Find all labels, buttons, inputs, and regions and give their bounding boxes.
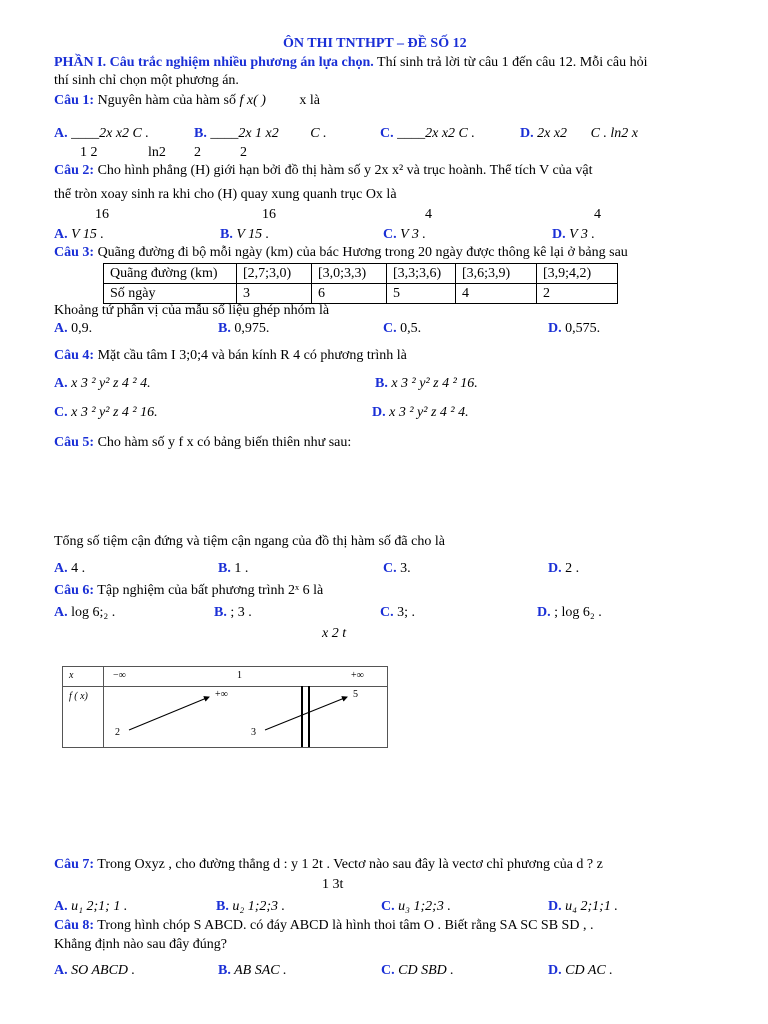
q8-option-b[interactable] — [218, 963, 287, 979]
q1-label: Câu 1: — [54, 93, 95, 108]
option-letter: B. — [218, 561, 231, 576]
q7-stem — [54, 857, 603, 873]
option-letter: C. — [54, 405, 68, 420]
option-letter: D. — [548, 561, 562, 576]
table-row — [104, 264, 618, 284]
q5-stem — [54, 435, 351, 451]
q4-stem — [54, 348, 407, 364]
table-cell: Số ngày — [104, 284, 237, 304]
option-letter: C. — [383, 321, 397, 336]
q3-stem — [54, 245, 628, 261]
q3-option-b[interactable] — [218, 321, 269, 337]
option-text: 3. — [396, 561, 411, 576]
option-text: ____2x 1 x2 — [210, 126, 279, 141]
option-letter: A. — [54, 126, 68, 141]
q7-option-d[interactable] — [548, 899, 618, 915]
q3-question: Khoảng tứ phân vị của mẫu số liệu ghép nhóm là — [54, 303, 330, 318]
bbt-value-pos-inf: +∞ — [215, 689, 228, 700]
option-letter: D. — [548, 899, 562, 914]
bbt-one: 1 — [237, 670, 242, 681]
q2-line2: thể tròn xoay sinh ra khi cho (H) quay xung quanh trục Ox là — [54, 187, 397, 202]
option-letter: B. — [375, 376, 388, 391]
q4-option-a[interactable] — [54, 376, 151, 392]
bbt-fx-label: f ( x) — [69, 691, 88, 702]
q6-stem — [54, 583, 323, 599]
q3-text: Quãng đường đi bộ mỗi ngày (km) của bác Hương trong 20 ngày được thông kê lại ở bảng sau — [94, 245, 628, 260]
q2-b-num: 16 — [262, 207, 276, 222]
q1-stem-text: Nguyên hàm của hàm số — [94, 93, 240, 108]
bbt-x-label: x — [69, 670, 74, 681]
option-text: u₃ 1;2;3 . — [394, 899, 451, 914]
option-letter: A. — [54, 605, 68, 620]
q1-option-b[interactable] — [194, 126, 327, 142]
q1-option-c[interactable] — [380, 126, 475, 142]
table-cell: 4 — [456, 284, 537, 304]
option-letter: B. — [218, 963, 231, 978]
q2-a-num: 16 — [95, 207, 109, 222]
option-letter: C. — [381, 963, 395, 978]
q5-text: Cho hàm số y f x có bảng biến thiên như sau: — [94, 435, 352, 450]
table-row — [104, 284, 618, 304]
q7-text: Trong Oxyz , cho đường thẳng d : y 1 2t . Vectơ nào sau đây là vectơ chỉ phương của d ? z — [94, 857, 603, 872]
bbt-value-five: 5 — [353, 689, 358, 700]
option-letter: D. — [548, 321, 562, 336]
q2-c-num: 4 — [425, 207, 432, 222]
option-text: SO ABCD . — [67, 963, 136, 978]
bbt-neg-inf: −∞ — [113, 670, 126, 681]
option-letter: A. — [54, 561, 68, 576]
q5-question: Tổng số tiệm cận đứng và tiệm cận ngang của đồ thị hàm số đã cho là — [54, 534, 445, 549]
part1-line1 — [54, 55, 647, 71]
option-text: x 3 ² y² z 4 ² 4. — [385, 405, 469, 420]
q1-a-ln2: ln2 — [148, 145, 166, 160]
q8-option-c[interactable] — [381, 963, 454, 979]
option-text: u₄ 2;1;1 . — [561, 899, 618, 914]
option-text: ; log 6₂ . — [550, 605, 602, 620]
q4-option-d[interactable] — [372, 405, 469, 421]
part1-text1: Thí sinh trả lời từ câu 1 đến câu 12. Mỗi câu hỏi — [373, 55, 648, 70]
option-text: 3; . — [393, 605, 416, 620]
q6-label: Câu 6: — [54, 583, 95, 598]
option-letter: D. — [372, 405, 386, 420]
option-text: AB SAC . — [230, 963, 287, 978]
option-text: 0,5. — [396, 321, 422, 336]
q1-b-denominator2: 2 — [240, 145, 247, 160]
option-text: x 3 ² y² z 4 ² 16. — [387, 376, 478, 391]
table-cell: [2,7;3,0) — [237, 264, 312, 284]
q2-option-d[interactable] — [552, 227, 595, 243]
q6-option-c[interactable] — [380, 605, 415, 621]
bbt-value-three: 3 — [251, 727, 256, 738]
q2-option-c[interactable] — [383, 227, 426, 243]
q1-stem — [54, 93, 320, 109]
option-letter: A. — [54, 899, 68, 914]
q1-fx: f x( ) — [239, 93, 270, 108]
table-cell: 6 — [312, 284, 387, 304]
q8-text: Trong hình chóp S ABCD. có đáy ABCD là hình thoi tâm O . Biết rằng SA SC SB SD , . — [94, 918, 594, 933]
option-text: CD SBD . — [394, 963, 454, 978]
option-text: log 6;₂ . — [67, 605, 116, 620]
option-text: V 15 . — [67, 227, 104, 242]
table-cell: [3,3;3,6) — [387, 264, 456, 284]
table-cell: [3,0;3,3) — [312, 264, 387, 284]
q1-option-d[interactable] — [520, 126, 638, 142]
option-text: V 3 . — [565, 227, 595, 242]
bbt-pos-inf: +∞ — [351, 670, 364, 681]
table-cell: Quãng đường (km) — [104, 264, 237, 284]
option-text: ____2x x2 C . — [71, 126, 149, 141]
option-letter: D. — [552, 227, 566, 242]
option-tail: C . — [310, 126, 327, 141]
q8-label: Câu 8: — [54, 918, 95, 933]
q2-label: Câu 2: — [54, 163, 95, 178]
option-letter: B. — [216, 899, 229, 914]
q5-option-a[interactable] — [54, 561, 85, 577]
option-letter: B. — [214, 605, 227, 620]
option-letter: B. — [218, 321, 231, 336]
q6-option-b[interactable] — [214, 605, 252, 621]
q6-floating-fragment: x 2 t — [322, 626, 347, 641]
option-letter: A. — [54, 376, 68, 391]
q5-option-d[interactable] — [548, 561, 579, 577]
option-text: u₁ 2;1; 1 . — [67, 899, 128, 914]
table-cell: 5 — [387, 284, 456, 304]
option-text: 0,975. — [230, 321, 270, 336]
q5-label: Câu 5: — [54, 435, 95, 450]
option-letter: D. — [537, 605, 551, 620]
option-text: 1 . — [230, 561, 249, 576]
q7-option-b[interactable] — [216, 899, 285, 915]
table-cell: 2 — [537, 284, 618, 304]
table-cell: [3,6;3,9) — [456, 264, 537, 284]
option-letter: A. — [54, 963, 68, 978]
option-letter: C. — [380, 126, 394, 141]
q2-option-b[interactable] — [220, 227, 269, 243]
option-text: 2x x2 — [537, 126, 568, 141]
q4-text: Mặt cầu tâm I 3;0;4 và bán kính R 4 có phương trình là — [94, 348, 407, 363]
increasing-arrow-right — [265, 697, 347, 730]
q7-label: Câu 7: — [54, 857, 95, 872]
option-text: 0,9. — [67, 321, 93, 336]
q2-line1 — [54, 163, 593, 179]
q4-option-c[interactable] — [54, 405, 158, 421]
q3-option-a[interactable] — [54, 321, 92, 337]
increasing-arrow-left — [129, 697, 209, 730]
option-letter: B. — [220, 227, 233, 242]
page-title: ÔN THI TNTHPT – ĐỀ SỐ 12 — [283, 36, 467, 51]
q4-label: Câu 4: — [54, 348, 95, 363]
q6-option-d[interactable] — [537, 605, 602, 621]
q3-option-c[interactable] — [383, 321, 421, 337]
option-text: x 3 ² y² z 4 ² 16. — [67, 405, 158, 420]
variation-arrows — [63, 667, 387, 747]
option-letter: A. — [54, 321, 68, 336]
option-letter: B. — [194, 126, 207, 141]
option-text: ; 3 . — [226, 605, 252, 620]
option-text: 4 . — [67, 561, 86, 576]
option-letter: C. — [380, 605, 394, 620]
option-tail: C . ln2 x — [590, 126, 639, 141]
q8-option-d[interactable] — [548, 963, 613, 979]
q5-option-b[interactable] — [218, 561, 248, 577]
q2-d-num: 4 — [594, 207, 601, 222]
q8-stem — [54, 918, 593, 934]
q1-option-a[interactable] — [54, 126, 149, 142]
table-cell: 3 — [237, 284, 312, 304]
q2-text: Cho hình phẳng (H) giới hạn bởi đồ thị hàm số y 2x x² và trục hoành. Thể tích V của vật — [94, 163, 593, 178]
table-cell: [3,9;4,2) — [537, 264, 618, 284]
q4-option-b[interactable] — [375, 376, 478, 392]
part1-line2: thí sinh chỉ chọn một phương án. — [54, 73, 239, 88]
option-text: x 3 ² y² z 4 ² 4. — [67, 376, 151, 391]
option-text: u₂ 1;2;3 . — [228, 899, 286, 914]
option-text: ____2x x2 C . — [397, 126, 475, 141]
bbt-value-two: 2 — [115, 727, 120, 738]
q3-table — [103, 263, 618, 304]
q6-text: Tập nghiệm của bất phương trình 2ˣ 6 là — [94, 583, 324, 598]
q8-option-a[interactable] — [54, 963, 135, 979]
q7-line2: 1 3t — [322, 877, 344, 892]
option-text: V 15 . — [232, 227, 270, 242]
q5-option-c[interactable] — [383, 561, 411, 577]
option-text: V 3 . — [396, 227, 426, 242]
q1-a-denominator: 1 2 — [80, 145, 98, 160]
q6-option-a[interactable] — [54, 605, 115, 621]
option-letter: C. — [381, 899, 395, 914]
q7-option-a[interactable] — [54, 899, 127, 915]
q3-option-d[interactable] — [548, 321, 600, 337]
option-letter: C. — [383, 227, 397, 242]
option-letter: C. — [383, 561, 397, 576]
option-text: 2 . — [561, 561, 580, 576]
q7-option-c[interactable] — [381, 899, 451, 915]
option-letter: D. — [548, 963, 562, 978]
variation-table — [62, 666, 388, 748]
q1-b-denominator: 2 — [194, 145, 201, 160]
option-letter: A. — [54, 227, 68, 242]
part1-label: PHẦN I. Câu trắc nghiệm nhiều phương án lựa chọn. — [54, 55, 374, 70]
option-letter: D. — [520, 126, 534, 141]
q3-label: Câu 3: — [54, 245, 95, 260]
q2-option-a[interactable] — [54, 227, 104, 243]
q1-stem-tail: x là — [299, 93, 321, 108]
option-text: 0,575. — [561, 321, 601, 336]
option-text: CD AC . — [561, 963, 613, 978]
q8-line2: Khẳng định nào sau đây đúng? — [54, 937, 228, 952]
